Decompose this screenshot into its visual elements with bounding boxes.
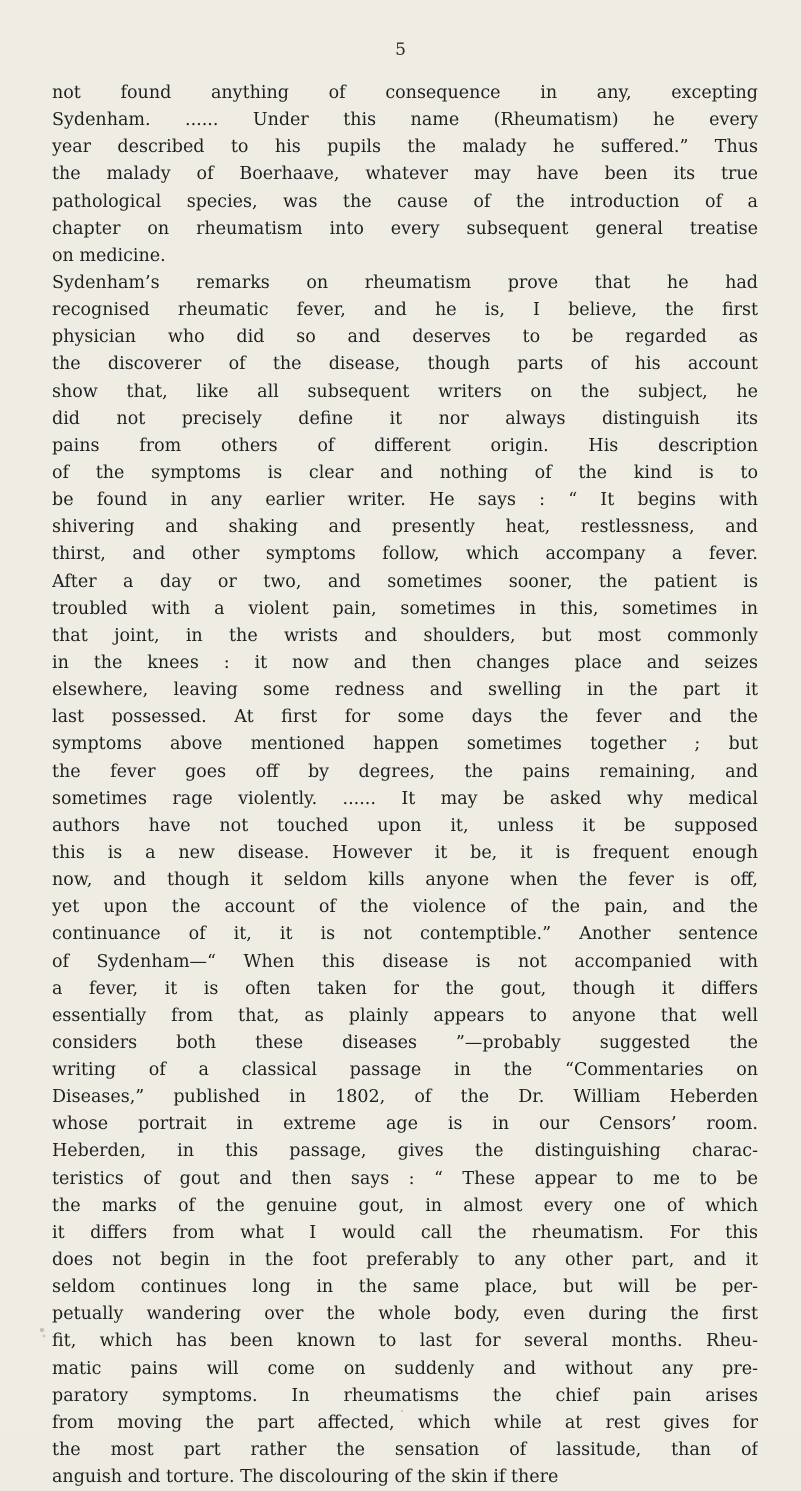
text-line: paratory symptoms. In rheumatisms the chief pain arises (52, 1385, 758, 1406)
text-line: After a day or two, and sometimes sooner, the patient is (52, 571, 758, 592)
text-line: Sydenham. ...... Under this name (Rheumatism) he every (52, 110, 758, 131)
text-line: pathological species, was the cause of the introduction of a (52, 191, 758, 212)
text-line: anguish and torture. The discolouring of the skin if there (52, 1467, 559, 1488)
text-line: the malady of Boerhaave, whatever may have been its true (52, 164, 758, 185)
text-line: fit, which has been known to last for several months. Rheu- (52, 1331, 758, 1352)
text-line: seldom continues long in the same place, but will be per- (52, 1277, 758, 1298)
text-line: symptoms above mentioned happen sometimes together ; but (52, 734, 758, 755)
text-line: considers both these diseases ”—probably suggested the (52, 1032, 758, 1053)
text-line: authors have not touched upon it, unless it be supposed (52, 815, 758, 836)
text-line: thirst, and other symptoms follow, which accompany a fever. (52, 544, 758, 565)
text-line: recognised rheumatic fever, and he is, I believe, the first (52, 300, 758, 321)
text-line: whose portrait in extreme age is in our Censors’ room. (52, 1114, 758, 1135)
text-line: this is a new disease. However it be, it is frequent enough (52, 842, 758, 863)
text-line: on medicine. (52, 245, 166, 266)
text-line: pains from others of different origin. His description (52, 435, 758, 456)
text-line: elsewhere, leaving some redness and swelling in the part it (52, 680, 758, 701)
text-line: a fever, it is often taken for the gout, though it differs (52, 978, 758, 999)
body-text (52, 80, 758, 1491)
text-line: chapter on rheumatism into every subsequent general treatise (52, 218, 758, 239)
text-line: the discoverer of the disease, though parts of his account (52, 354, 758, 375)
page-number: 5 (395, 40, 406, 60)
text-line: in the knees : it now and then changes place and seizes (52, 652, 758, 673)
text-line: last possessed. At first for some days the fever and the (52, 707, 758, 728)
text-line: the fever goes off by degrees, the pains remaining, and (52, 761, 758, 782)
text-line: it differs from what I would call the rheumatism. For this (52, 1222, 758, 1243)
text-line: does not begin in the foot preferably to any other part, and it (52, 1250, 758, 1271)
text-line: writing of a classical passage in the “Commentaries on (52, 1060, 758, 1081)
text-line: Sydenham’s remarks on rheumatism prove that he had (52, 272, 758, 293)
text-line: shivering and shaking and presently heat, restlessness, and (52, 517, 758, 538)
text-line: show that, like all subsequent writers on the subject, he (52, 381, 758, 402)
text-line: of the symptoms is clear and nothing of the kind is to (52, 462, 758, 483)
text-line: the most part rather the sensation of lassitude, than of (52, 1440, 758, 1461)
text-line: now, and though it seldom kills anyone when the fever is off, (52, 870, 758, 891)
text-line: continuance of it, it is not contemptible.” Another sentence (52, 924, 758, 945)
text-line: from moving the part affected, which while at rest gives for (52, 1412, 758, 1433)
text-line: petually wandering over the whole body, even during the first (52, 1304, 758, 1325)
text-line: not found anything of consequence in any, excepting (52, 83, 758, 103)
text-line: did not precisely define it nor always distinguish its (52, 408, 758, 429)
text-line: yet upon the account of the violence of the pain, and the (52, 897, 758, 918)
text-line: Diseases,” published in 1802, of the Dr. William Heberden (52, 1087, 758, 1108)
text-line: physician who did so and deserves to be regarded as (52, 327, 758, 348)
text-line: year described to his pupils the malady he suffered.” Thus (52, 137, 758, 158)
text-line: of Sydenham—“ When this disease is not accompanied with (52, 951, 758, 972)
text-line: essentially from that, as plainly appears to anyone that well (52, 1005, 758, 1026)
text-line: sometimes rage violently. ...... It may be asked why medical (52, 788, 758, 809)
text-line: Heberden, in this passage, gives the distinguishing charac- (52, 1141, 758, 1162)
text-line: teristics of gout and then says : “ These appear to me to be (52, 1168, 758, 1189)
text-line: troubled with a violent pain, sometimes in this, sometimes in (52, 598, 758, 619)
text-line: that joint, in the wrists and shoulders, but most commonly (52, 625, 758, 646)
text-line: the marks of the genuine gout, in almost every one of which (52, 1195, 758, 1216)
text-line: matic pains will come on suddenly and without any pre- (52, 1358, 758, 1379)
text-line: be found in any earlier writer. He says : “ It begins with (52, 490, 758, 511)
